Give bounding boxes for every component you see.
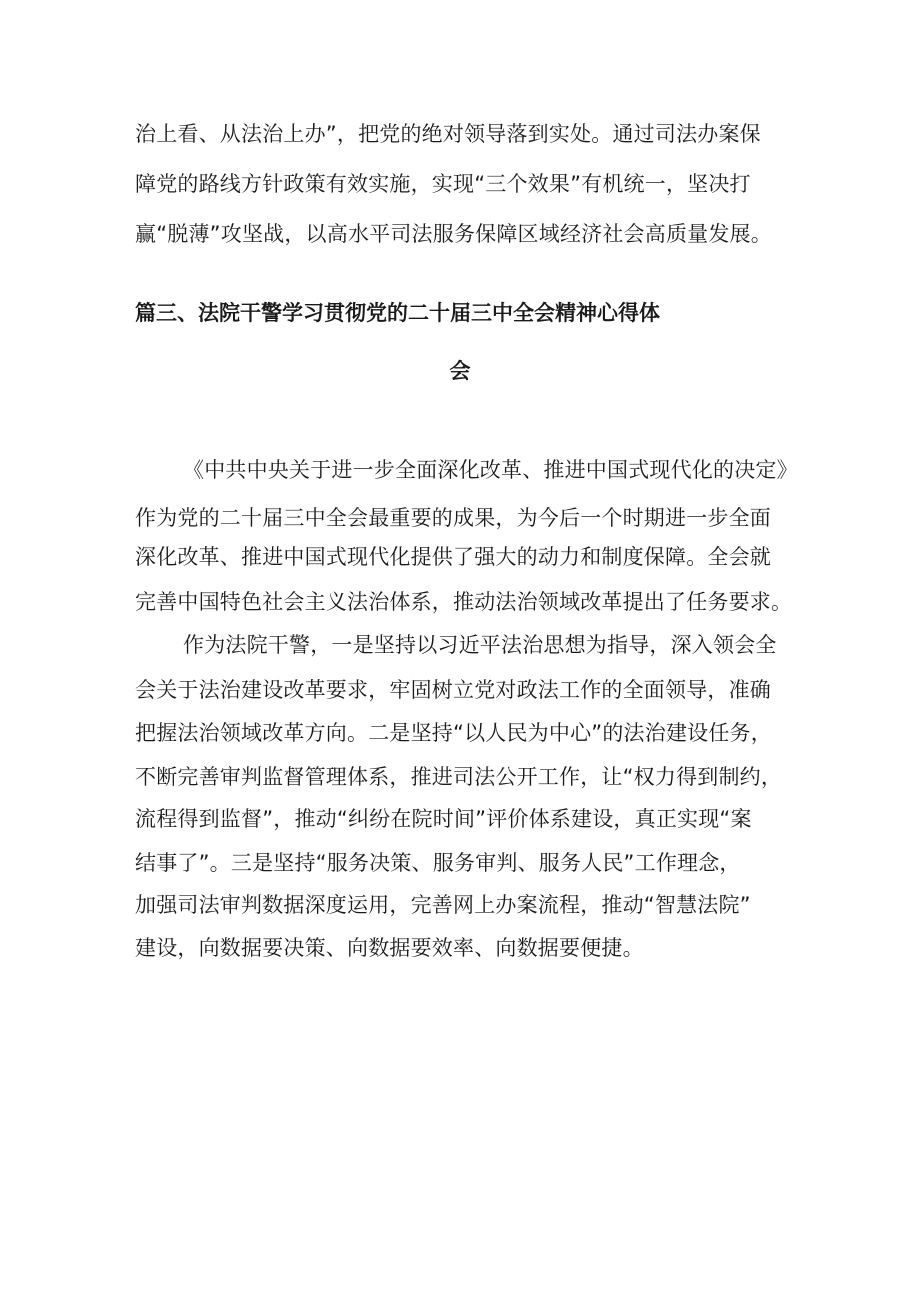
paragraph-2-line: 不断完善审判监督管理体系，推进司法公开工作，让“权力得到制约， <box>135 765 783 789</box>
paragraph-1-line: 《中共中央关于进一步全面深化改革、推进中国式现代化的决定》 <box>183 458 798 482</box>
paragraph-2-line: 结事了”。三是坚持“服务决策、服务审判、服务人民”工作理念， <box>135 851 741 875</box>
section-heading-line1: 篇三、法院干警学习贯彻党的二十届三中全会精神心得体 <box>135 301 660 325</box>
paragraph-2-line: 把握法治领域改革方向。二是坚持“以人民为中心”的法治建设任务， <box>135 721 772 745</box>
paragraph-2-line: 会关于法治建设改革要求，牢固树立党对政法工作的全面领导，准确 <box>135 678 771 702</box>
paragraph-2-line: 加强司法审判数据深度运用，完善网上办案流程，推动“智慧法院” <box>135 893 751 917</box>
top-paragraph-line: 障党的路线方针政策有效实施，实现“三个效果”有机统一，坚决打 <box>135 172 751 196</box>
section-heading-line2: 会 <box>449 359 471 383</box>
paragraph-1-line: 完善中国特色社会主义法治体系，推动法治领域改革提出了任务要求。 <box>135 590 793 614</box>
paragraph-1-line: 作为党的二十届三中全会最重要的成果，为今后一个时期进一步全面 <box>135 506 771 530</box>
top-paragraph-line: 治上看、从法治上办”，把党的绝对领导落到实处。通过司法办案保 <box>135 122 761 146</box>
paragraph-2-line: 流程得到监督”，推动“纠纷在院时间”评价体系建设，真正实现“案 <box>135 807 752 831</box>
paragraph-2-line: 建设，向数据要决策、向数据要效率、向数据要便捷。 <box>135 936 644 960</box>
paragraph-1-line: 深化改革、推进中国式现代化提供了强大的动力和制度保障。全会就 <box>135 545 771 569</box>
top-paragraph-line: 赢“脱薄”攻坚战，以高水平司法服务保障区域经济社会高质量发展。 <box>135 222 772 246</box>
paragraph-2-line: 作为法院干警，一是坚持以习近平法治思想为指导，深入领会全 <box>183 633 777 657</box>
